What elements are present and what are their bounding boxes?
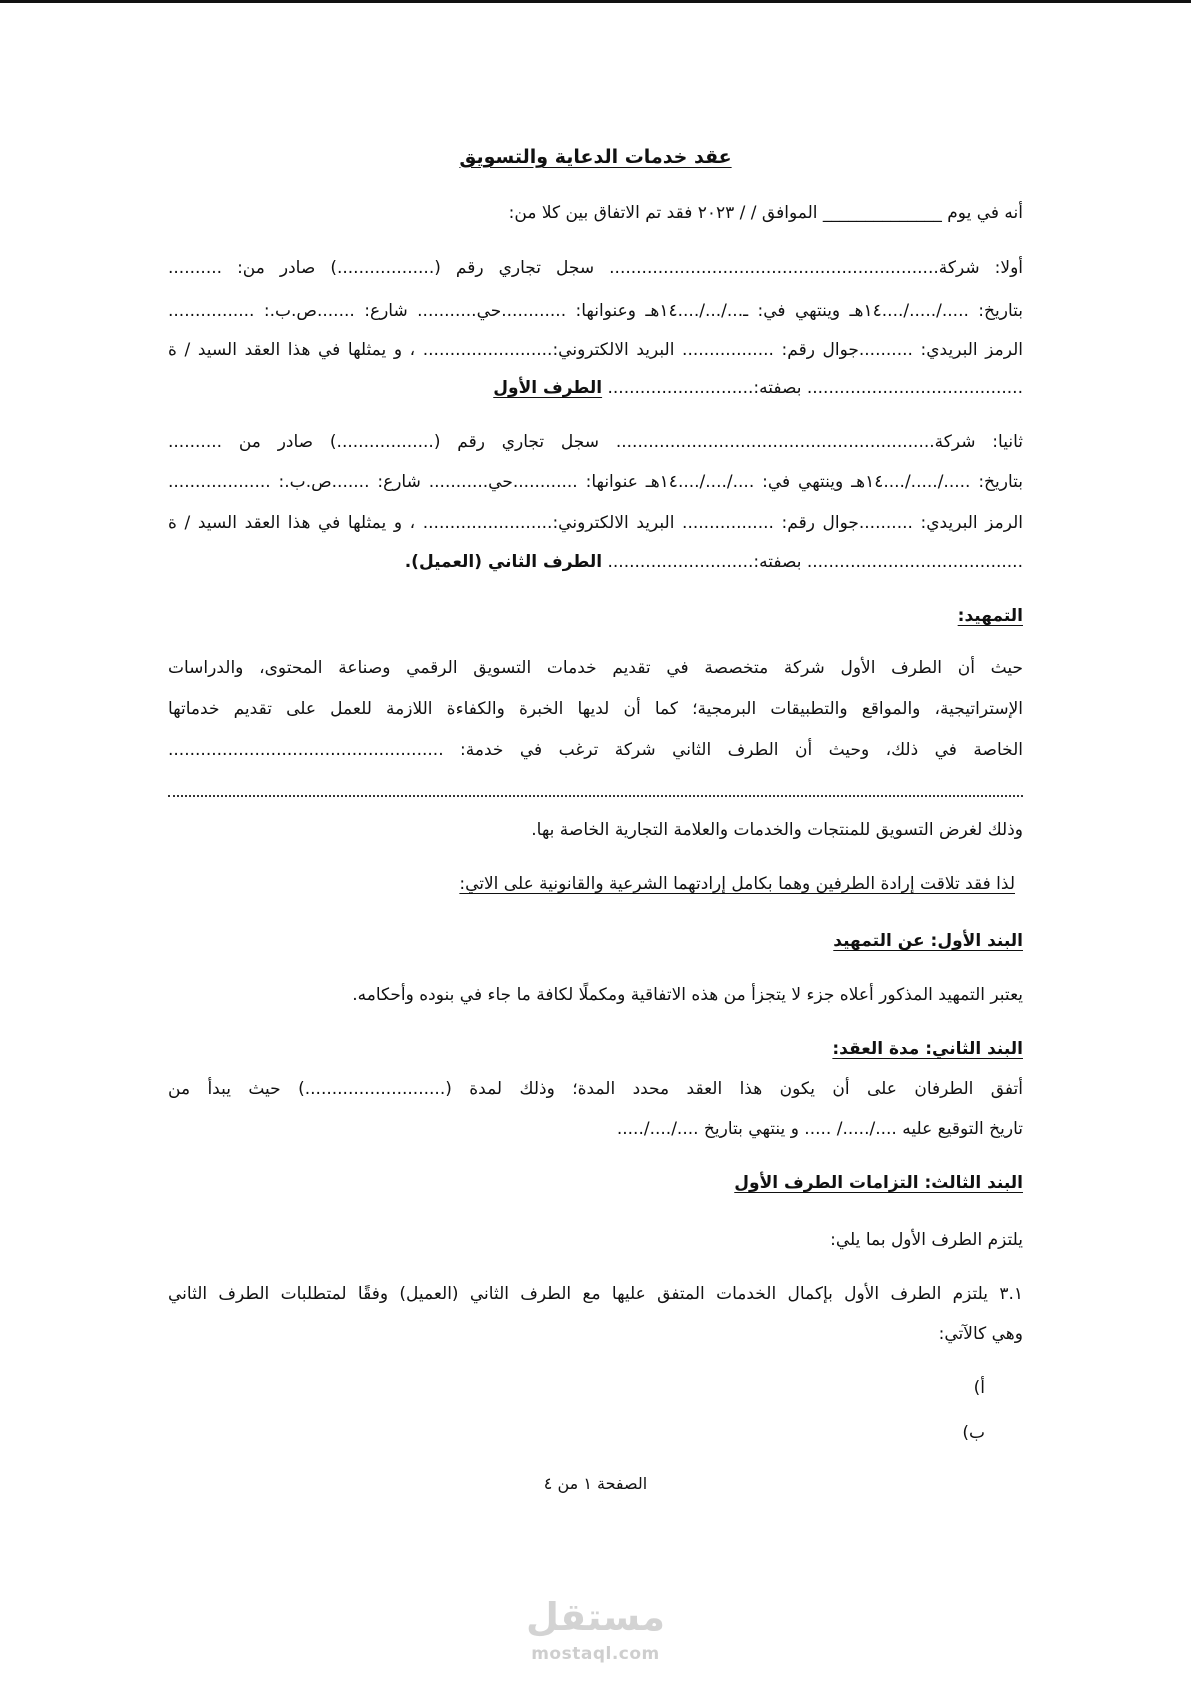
clause3-sub-a: أ)	[973, 1378, 985, 1398]
preamble-line4: وذلك لغرض التسويق للمنتجات والخدمات والعلامة التجارية الخاصة بها.	[531, 820, 1023, 840]
clause1-text: يعتبر التمهيد المذكور أعلاه جزء لا يتجزأ من هذه الاتفاقية ومكملًا لكافة ما جاء في بنوده وأحكامه.	[352, 985, 1023, 1005]
clause1-heading: البند الأول: عن التمهيد	[833, 931, 1023, 951]
party2-role: الطرف الثاني (العميل).	[404, 552, 603, 572]
party1-role: الطرف الأول	[493, 378, 603, 398]
party2-line4	[168, 550, 1023, 574]
contract-title: عقد خدمات الدعاية والتسويق	[459, 146, 732, 168]
preamble-line1: حيث أن الطرف الأول شركة متخصصة في تقديم خدمات التسويق الرقمي وصناعة المحتوى، والدراسات	[168, 658, 1023, 678]
preamble-dotted-line	[168, 795, 1023, 797]
watermark-logo-url: mostaql.com	[531, 1644, 660, 1664]
party1-capacity-label: ........................................ بصفته:...........................	[607, 378, 1023, 398]
intro-line: أنه في يوم ______________ الموافق / / ٢٠٢٣ فقد تم الاتفاق بين كلا من:	[508, 203, 1023, 223]
preamble-line2: الإستراتيجية، والمواقع والتطبيقات البرمجية؛ كما أن لديها الخبرة والكفاءة اللازمة للعمل على تقديم خدماتها	[168, 699, 1023, 719]
clause3-item1-line1: ٣.١ يلتزم الطرف الأول بإكمال الخدمات المتفق عليها مع الطرف الثاني (العميل) وفقًا لمتطلبات الطرف الثاني	[168, 1284, 1023, 1304]
clause3-item1-line2: وهي كالآتي:	[938, 1324, 1023, 1344]
preamble-line3: الخاصة في ذلك، وحيث أن الطرف الثاني شركة ترغب في خدمة: ...................................................	[168, 740, 1023, 760]
clause2-heading: البند الثاني: مدة العقد:	[832, 1039, 1023, 1059]
clause2-line2: تاريخ التوقيع عليه ..../...../ ..... و ينتهي بتاريخ ..../..../.....	[616, 1119, 1023, 1139]
party1-line3: الرمز البريدي: ..........جوال رقم: ................. البريد الالكتروني:........................ ، و يمثلها في هذا العقد السيد / ة	[168, 340, 1023, 360]
preamble-heading: التمهيد:	[957, 606, 1023, 626]
party2-line1: ثانيا: شركة........................................................... سجل تجاري رقم (..................) صادر من ..........	[168, 432, 1023, 452]
party1-line1: أولا: شركة............................................................. سجل تجاري رقم (..................) صادر من: ..........	[168, 258, 1023, 278]
party1-line2: بتاريخ: ...../...../....١٤هـ وينتهي في: ـ.../.../....١٤هـ وعنوانها: ............حي........... شارع: .......ص.ب.: ................	[168, 301, 1023, 321]
party2-line2: بتاريخ: ...../...../....١٤هـ وينتهي في: ..../..../....١٤هـ عنوانها: ............حي........... شارع: .......ص.ب.: ...................	[168, 472, 1024, 492]
clause3-sub-b: ب)	[962, 1423, 985, 1443]
clause3-intro: يلتزم الطرف الأول بما يلي:	[830, 1230, 1023, 1250]
agreement-statement: لذا فقد تلاقت إرادة الطرفين وهما بكامل إرادتهما الشرعية والقانونية على الاتي:	[459, 874, 1015, 894]
party2-capacity-label: ........................................ بصفته:...........................	[607, 552, 1023, 572]
watermark-logo-arabic: مستقل	[526, 1595, 665, 1639]
clause3-heading: البند الثالث: التزامات الطرف الأول	[734, 1173, 1023, 1193]
top-border	[0, 0, 1191, 3]
page-number: الصفحة ١ من ٤	[543, 1474, 648, 1493]
clause2-line1: أتفق الطرفان على أن يكون هذا العقد محدد المدة؛ وذلك لمدة (..........................) حيث يبدأ من	[168, 1079, 1023, 1099]
party2-line3: الرمز البريدي: ..........جوال رقم: ................. البريد الالكتروني:........................ ، و يمثلها في هذا العقد السيد / ة	[168, 513, 1023, 533]
party1-line4	[168, 376, 1023, 400]
